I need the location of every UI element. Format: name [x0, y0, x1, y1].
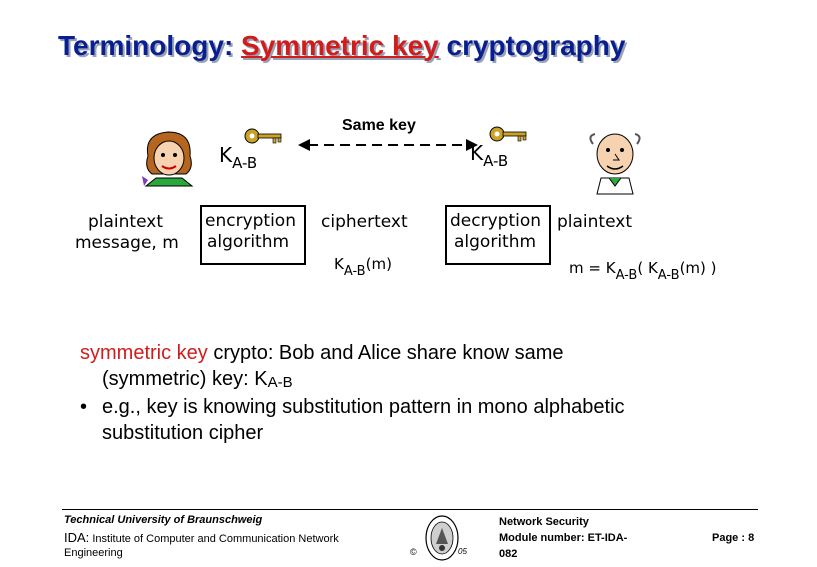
ciphertext-formula: $K_{A-B}(m)$ [334, 255, 392, 279]
footer-ida: IDA: Institute of Computer and Communication Network [64, 530, 339, 545]
ciphertext-label: ciphertext [321, 212, 408, 232]
decryption-line2: algorithm [454, 232, 537, 252]
plaintext-out-label: plaintext [557, 212, 632, 232]
key-right-label: $K_{A-B}$ [470, 141, 509, 170]
same-key-arrow [298, 138, 478, 152]
alice-icon [138, 128, 200, 190]
footer-copyright: © [410, 547, 417, 557]
page-title [58, 30, 625, 62]
key-left-label: $K_{A-B}$ [219, 143, 258, 172]
same-key-label: Same key [342, 117, 416, 134]
body-line3: e.g., key is knowing substitution pattern in mono alphabetic [102, 396, 625, 418]
plaintext-in-line1: plaintext [88, 212, 163, 232]
decryption-line1: decryption [450, 211, 542, 231]
body-symmetric-key: symmetric key [80, 342, 208, 364]
footer-engineering: Engineering [64, 547, 123, 559]
footer-university: Technical University of Braunschweig [64, 514, 263, 526]
title-symmetric-key: Symmetric key [241, 30, 439, 61]
plaintext-in-line2: message, m [75, 233, 179, 253]
university-seal-icon [424, 514, 460, 562]
page-number: Page : 8 [712, 532, 755, 544]
result-formula: $m = K_{A-B}$( $K_{A-B}(m)$ ) [569, 259, 717, 283]
title-terminology: Terminology [58, 30, 224, 61]
bullet-icon: • [80, 396, 88, 418]
title-cryptography: cryptography [446, 30, 626, 61]
footer-course-line2: Module number: ET-IDA- [499, 532, 628, 544]
footer-seal-year: 05 [458, 547, 467, 556]
decryption-box [445, 205, 551, 265]
body-line1: symmetric key crypto: Bob and Alice share know same [80, 342, 564, 364]
body-line2: (symmetric) key: $K_{A-B}$ [102, 368, 293, 391]
encryption-line2: algorithm [207, 232, 290, 252]
encryption-box [200, 205, 306, 265]
footer-course-line1: Network Security [499, 516, 589, 528]
bob-icon [583, 126, 647, 196]
footer-course-line3: 082 [499, 548, 518, 560]
footer-divider [62, 509, 758, 510]
encryption-line1: encryption [205, 211, 296, 231]
title-colon: : [223, 30, 234, 61]
body-line4: substitution cipher [102, 422, 264, 444]
